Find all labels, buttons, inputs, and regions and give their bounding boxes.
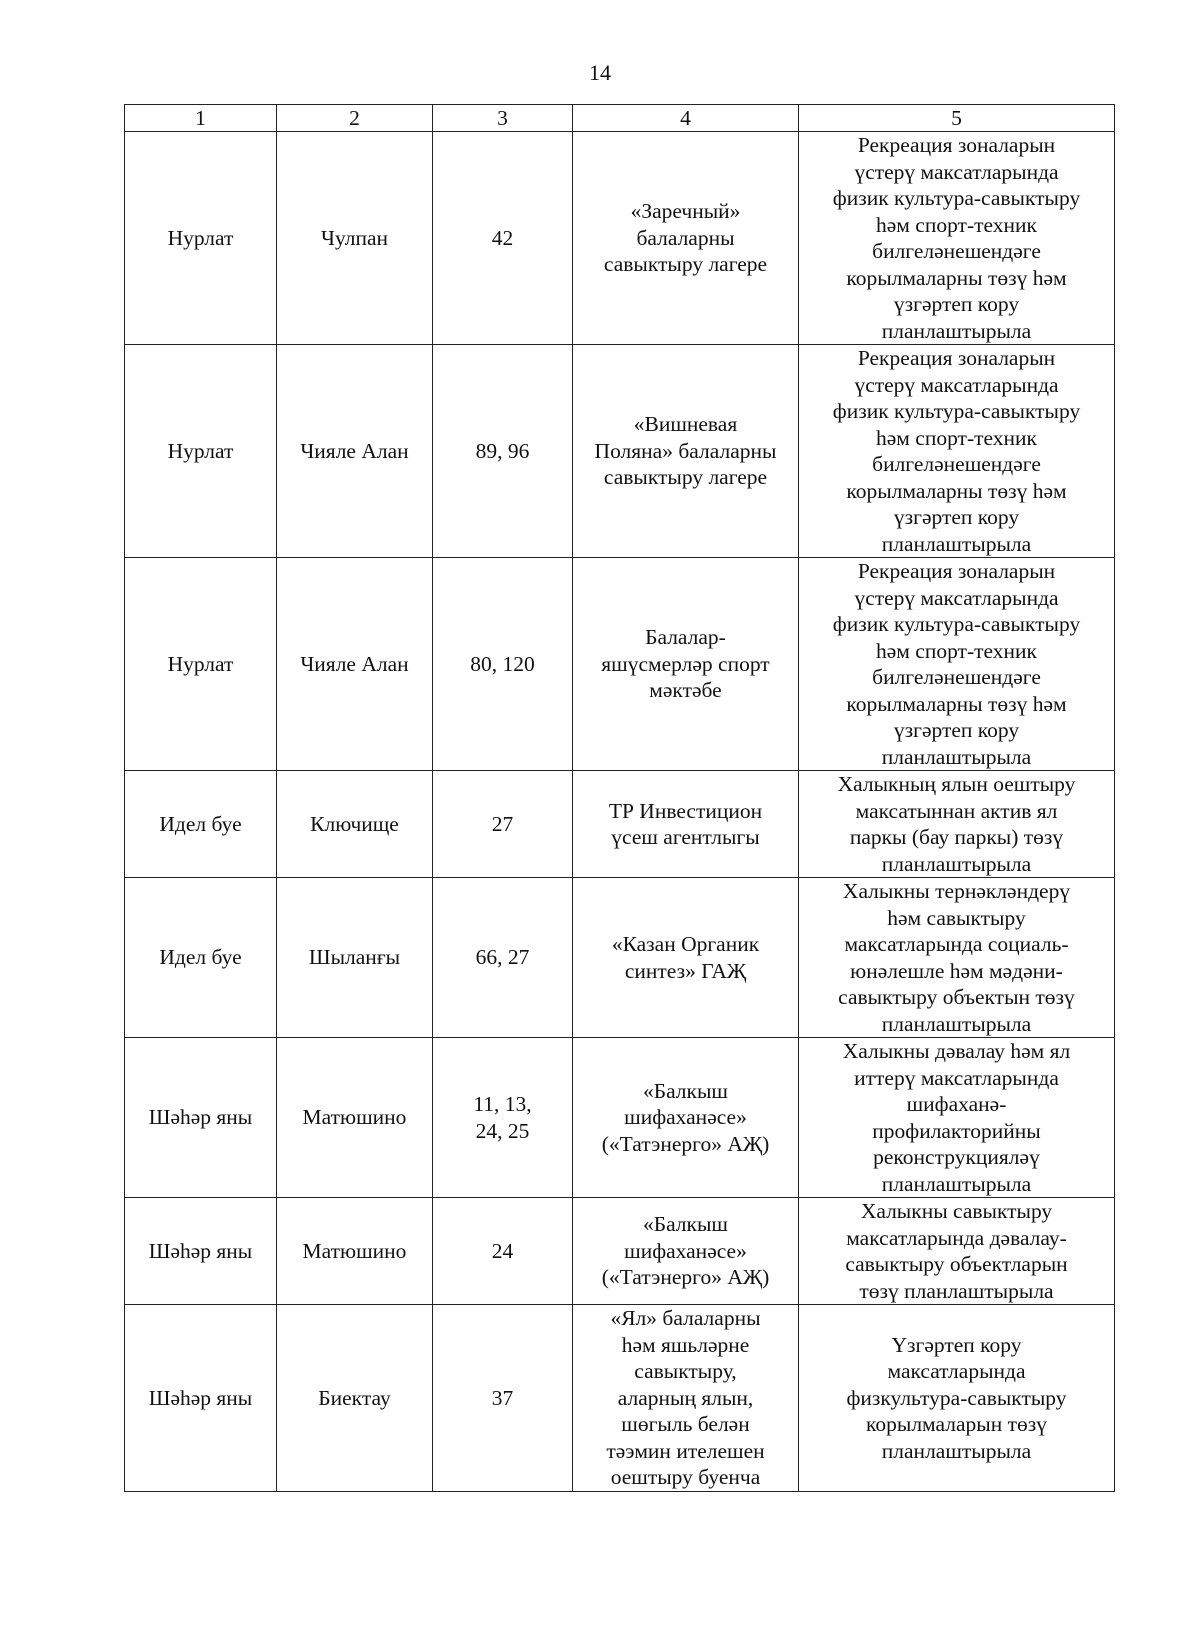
object-cell xyxy=(573,771,799,878)
data-table xyxy=(124,104,1115,1492)
header-cell: 2 xyxy=(277,105,433,132)
settlement-cell xyxy=(277,132,433,345)
plot-number-cell xyxy=(433,345,573,558)
cell-text: Ключище xyxy=(310,811,399,836)
cell-text: 42 xyxy=(491,225,514,250)
object-cell xyxy=(573,878,799,1038)
district-cell xyxy=(125,558,277,771)
header-cell: 1 xyxy=(125,105,277,132)
cell-text: Нурлат xyxy=(167,651,234,676)
cell-text: ТР Инвестицион үсеш агентлыгы xyxy=(608,798,763,849)
cell-text: Чияле Алан xyxy=(300,651,409,676)
district-cell xyxy=(125,771,277,878)
cell-text: Балалар- яшүсмерләр спорт мәктәбе xyxy=(601,625,770,703)
table-row xyxy=(125,1198,1115,1305)
table-row xyxy=(125,1038,1115,1198)
settlement-cell xyxy=(277,558,433,771)
cell-text: 11, 13, 24, 25 xyxy=(473,1092,532,1143)
cell-text: Шәһәр яны xyxy=(148,1105,253,1130)
table-row xyxy=(125,558,1115,771)
cell-text: «Балкыш шифаханәсе» («Татэнерго» АҖ) xyxy=(601,1212,770,1290)
cell-text: Халыкны тернәкләндерү һәм савыктыру максатларында социаль- юнәлешле һәм мәдәни- савыктыру объектын төзү планлаштырыла xyxy=(838,879,1075,1036)
object-cell xyxy=(573,1198,799,1305)
plot-number-cell xyxy=(433,1305,573,1492)
cell-text: 27 xyxy=(491,811,514,836)
cell-text: «Ял» балаларны һәм яшьләрне савыктыру, аларның ялын, шөгыль белән тәэмин ителешен оештыру буенча xyxy=(606,1306,765,1489)
cell-text: Рекреация зоналарын үстерү максатларында физик культура-савыктыру һәм спорт-техник билгеләнешендәге корылмаларны төзү һәм үзгәртеп кору планлаштырыла xyxy=(832,346,1081,556)
cell-text: Шыланғы xyxy=(308,945,401,970)
cell-text: Матюшино xyxy=(302,1238,407,1263)
object-cell xyxy=(573,345,799,558)
page-number: 14 xyxy=(589,60,611,85)
cell-text: Үзгәртеп кору максатларында физкультура-савыктыру корылмаларын төзү планлаштырыла xyxy=(846,1332,1067,1463)
district-cell xyxy=(125,132,277,345)
cell-text: Шәһәр яны xyxy=(148,1238,253,1263)
settlement-cell xyxy=(277,1038,433,1198)
cell-text: Чияле Алан xyxy=(300,438,409,463)
cell-text: Чулпан xyxy=(320,225,389,250)
district-cell xyxy=(125,1038,277,1198)
cell-text: «Балкыш шифаханәсе» («Татэнерго» АҖ) xyxy=(601,1078,770,1156)
district-cell xyxy=(125,1198,277,1305)
settlement-cell xyxy=(277,878,433,1038)
description-cell xyxy=(799,132,1115,345)
plot-number-cell xyxy=(433,558,573,771)
cell-text: Халыкның ялын оештыру максатыннан актив ял паркы (бау паркы) төзү планлаштырыла xyxy=(837,772,1076,876)
header-cell: 5 xyxy=(799,105,1115,132)
cell-text: Рекреация зоналарын үстерү максатларында физик культура-савыктыру һәм спорт-техник билгеләнешендәге корылмаларны төзү һәм үзгәртеп кору планлаштырыла xyxy=(832,559,1081,769)
object-cell xyxy=(573,1305,799,1492)
cell-text: 80, 120 xyxy=(470,651,535,676)
cell-text: Халыкны савыктыру максатларында дәвалау- савыктыру объектларын төзү планлаштырыла xyxy=(845,1199,1068,1303)
cell-text: Нурлат xyxy=(167,438,234,463)
plot-number-cell xyxy=(433,771,573,878)
cell-text: «Заречный» балаларны савыктыру лагере xyxy=(603,199,768,277)
cell-text: Халыкны дәвалау һәм ял иттерү максатларында шифаханә- профилакторийны реконструкцияләү планлаштырыла xyxy=(842,1039,1071,1196)
object-cell xyxy=(573,1038,799,1198)
header-cell: 4 xyxy=(573,105,799,132)
table-row xyxy=(125,345,1115,558)
cell-text: 89, 96 xyxy=(475,438,530,463)
settlement-cell xyxy=(277,1198,433,1305)
object-cell xyxy=(573,558,799,771)
header-row xyxy=(125,105,1115,132)
plot-number-cell xyxy=(433,878,573,1038)
cell-text: «Казан Органик синтез» ГАҖ xyxy=(611,932,760,983)
header-cell: 3 xyxy=(433,105,573,132)
description-cell xyxy=(799,878,1115,1038)
cell-text: Рекреация зоналарын үстерү максатларында физик культура-савыктыру һәм спорт-техник билгеләнешендәге корылмаларны төзү һәм үзгәртеп кору планлаштырыла xyxy=(832,133,1081,343)
cell-text: Матюшино xyxy=(302,1105,407,1130)
description-cell xyxy=(799,345,1115,558)
settlement-cell xyxy=(277,771,433,878)
cell-text: Нурлат xyxy=(167,225,234,250)
table-row xyxy=(125,771,1115,878)
settlement-cell xyxy=(277,1305,433,1492)
description-cell xyxy=(799,558,1115,771)
plot-number-cell xyxy=(433,1038,573,1198)
description-cell xyxy=(799,1305,1115,1492)
district-cell xyxy=(125,1305,277,1492)
description-cell xyxy=(799,1198,1115,1305)
cell-text: 37 xyxy=(491,1385,514,1410)
cell-text: Идел буе xyxy=(159,811,242,836)
cell-text: 24 xyxy=(491,1238,514,1263)
cell-text: 66, 27 xyxy=(475,945,530,970)
table-row xyxy=(125,132,1115,345)
cell-text: Шәһәр яны xyxy=(148,1385,253,1410)
district-cell xyxy=(125,345,277,558)
description-cell xyxy=(799,1038,1115,1198)
description-cell xyxy=(799,771,1115,878)
plot-number-cell xyxy=(433,1198,573,1305)
table-row xyxy=(125,878,1115,1038)
district-cell xyxy=(125,878,277,1038)
cell-text: Идел буе xyxy=(159,945,242,970)
plot-number-cell xyxy=(433,132,573,345)
table-row xyxy=(125,1305,1115,1492)
cell-text: Биектау xyxy=(318,1385,391,1410)
cell-text: «Вишневая Поляна» балаларны савыктыру лагере xyxy=(594,412,777,490)
settlement-cell xyxy=(277,345,433,558)
object-cell xyxy=(573,132,799,345)
